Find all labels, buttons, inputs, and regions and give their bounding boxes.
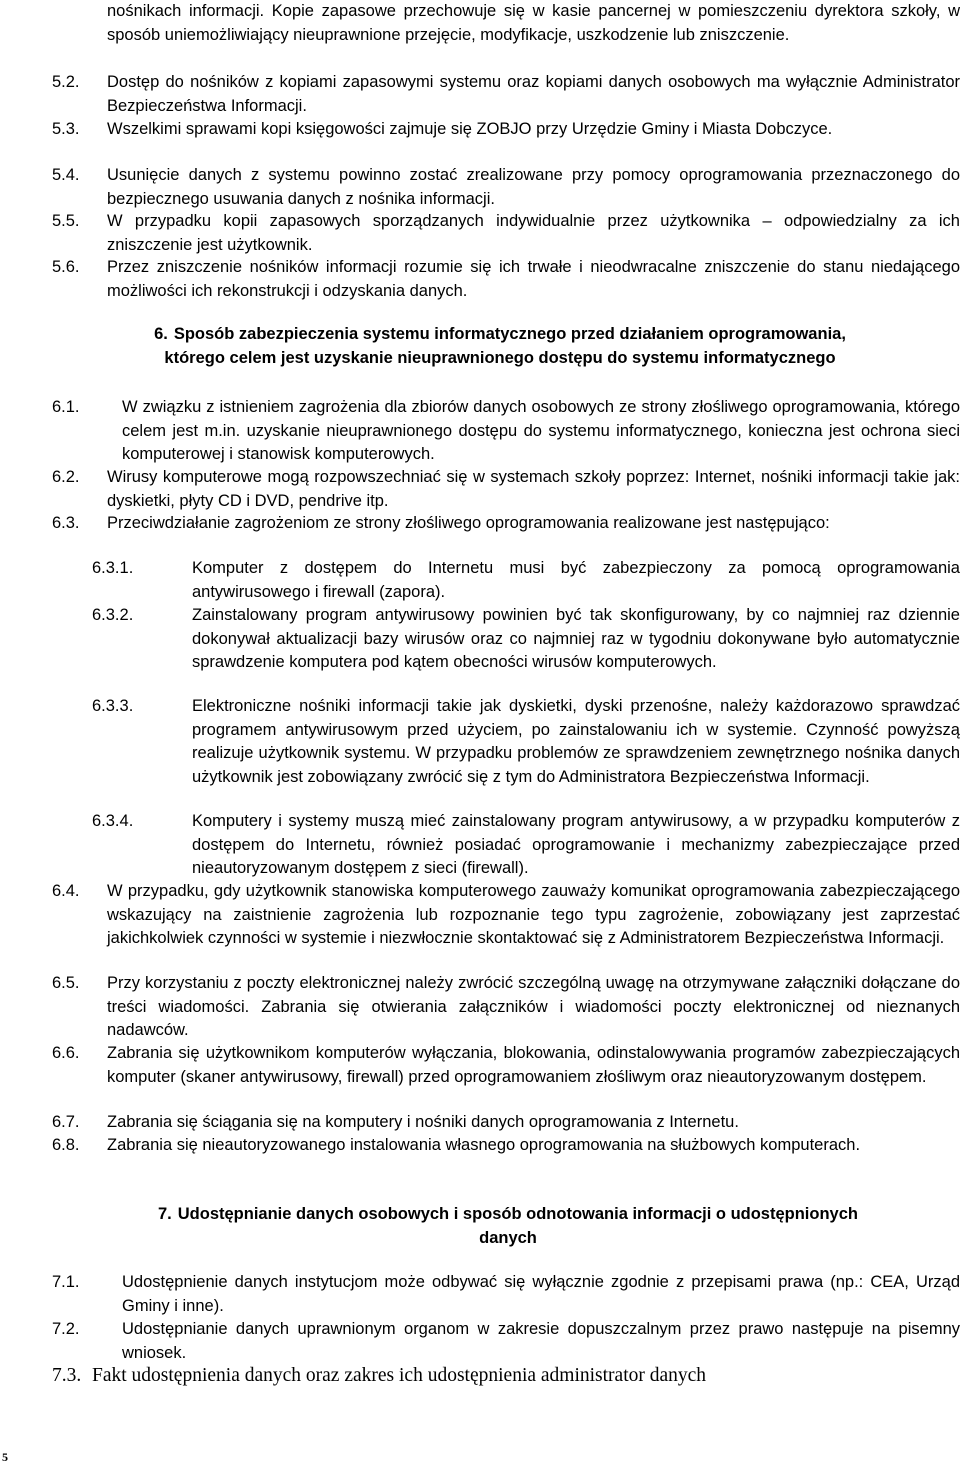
paragraph-text: Zabrania się ściągania się na komputery i nośniki danych oprogramowania z Internetu. — [107, 1113, 739, 1131]
paragraph-number: 6.3.3. — [92, 697, 134, 715]
paragraph-number: 6.8. — [52, 1136, 80, 1154]
paragraph-text: Zabrania się użytkownikom komputerów wyłączania, blokowania, odinstalowywania programów zabezpieczających komputer (skaner antywirusowy, firewall) przed oprogramowaniem złośliwym oraz nieautoryzowanym dostępem. — [107, 1044, 960, 1086]
paragraph-number: 5.5. — [52, 212, 80, 230]
paragraph-number: 5.3. — [52, 120, 80, 138]
paragraph-text: Usunięcie danych z systemu powinno zostać zrealizowane przy pomocy oprogramowania przeznaczonego do bezpiecznego usuwania danych z nośnika informacji. — [107, 166, 960, 208]
paragraph-number: 7.2. — [52, 1320, 80, 1338]
paragraph-number: 6.2. — [52, 468, 80, 486]
paragraph-number: 6.3.2. — [92, 606, 134, 624]
paragraph-text: W przypadku, gdy użytkownik stanowiska komputerowego zauważy komunikat oprogramowania zabezpieczającego wskazujący na zaistnienie zagrożenia lub rozpoznanie tego typu zagrożenie, zobowiązany jest zaprzestać jakichkolwiek czynności w systemie i niezwłocznie skontaktować się z Administratorem Bezpieczeństwa Informacji. — [107, 882, 960, 947]
page-number: 5 — [2, 1450, 8, 1464]
paragraph-number: 6.3. — [52, 514, 80, 532]
paragraph-number: 5.2. — [52, 73, 80, 91]
paragraph-text: Fakt udostępnienia danych oraz zakres ich udostępnienia administrator danych — [92, 1365, 707, 1386]
heading-line-1: Sposób zabezpieczenia systemu informatycznego przed działaniem oprogramowania, — [173, 325, 846, 343]
paragraph-number: 6.6. — [52, 1044, 80, 1062]
paragraph-text: Zainstalowany program antywirusowy powinien być tak skonfigurowany, by co najmniej raz dziennie dokonywał aktualizacji bazy wirusów oraz co najmniej raz w tygodniu dokonywane było automatycznie sprawdzenie komputera pod kątem obecności wirusów komputerowych. — [192, 606, 960, 671]
paragraph-text: Przy korzystaniu z poczty elektronicznej należy zwrócić szczególną uwagę na otrzymywane załączniki dołączane do treści wiadomości. Zabrania się otwierania załączników i wiadomości poczty elektronicznej od nieznanych nadawców. — [107, 974, 960, 1039]
paragraph-number: 6.7. — [52, 1113, 80, 1131]
paragraph-number: 6.4. — [52, 882, 80, 900]
section-heading-6 — [60, 322, 940, 370]
paragraph-text: Przez zniszczenie nośników informacji rozumie się ich trwałe i nieodwracalne zniszczenie do stanu niedającego możliwości ich rekonstrukcji i odzyskania danych. — [107, 258, 960, 300]
paragraph-text: Udostępnienie danych instytucjom może odbywać się wyłącznie zgodnie z przepisami prawa (np.: CEA, Urząd Gminy i inne). — [122, 1273, 960, 1315]
heading-line-2: którego celem jest uzyskanie nieuprawnionego dostępu do systemu informatycznego — [164, 349, 836, 367]
paragraph-text: Wszelkimi sprawami kopi księgowości zajmuje się ZOBJO przy Urzędzie Gminy i Miasta Dobczyce. — [107, 120, 833, 138]
heading-number: 6. — [154, 325, 168, 343]
section-heading-7 — [72, 1202, 944, 1250]
paragraph-text: Zabrania się nieautoryzowanego instalowania własnego oprogramowania na służbowych komputerach. — [107, 1136, 861, 1154]
paragraph-text: nośnikach informacji. Kopie zapasowe przechowuje się w kasie pancernej w pomieszczeniu dyrektora szkoły, w sposób uniemożliwiający nieuprawnione przejęcie, modyfikacje, uszkodzenie lub zniszczenie. — [107, 2, 960, 44]
paragraph-text: W przypadku kopii zapasowych sporządzanych indywidualnie przez użytkownika – odpowiedzialny za ich zniszczenie jest użytkownik. — [107, 212, 960, 254]
paragraph-text: Przeciwdziałanie zagrożeniom ze strony złośliwego oprogramowania realizowane jest następująco: — [107, 514, 830, 532]
paragraph-number: 7.1. — [52, 1273, 80, 1291]
paragraph-text: W związku z istnieniem zagrożenia dla zbiorów danych osobowych ze strony złośliwego oprogramowania, którego celem jest m.in. uzyskanie nieuprawnionego dostępu do systemu informatycznego, konieczna jest ochrona sieci komputerowej i stanowisk komputerowych. — [122, 398, 960, 463]
heading-number: 7. — [158, 1205, 172, 1223]
paragraph-number: 6.3.1. — [92, 559, 134, 577]
paragraph-text: Elektroniczne nośniki informacji takie jak dyskietki, dyski przenośne, należy każdorazowo sprawdzać programem antywirusowym przed użyciem, po zainstalowaniu ich w systemie. Czynność powyższą realizuje użytkownik systemu. W przypadku problemów ze sprawdzeniem zewnętrznego nośnika danych użytkownik jest zobowiązany zwrócić się z tym do Administratora Bezpieczeństwa Informacji. — [192, 697, 960, 786]
heading-line-1: Udostępnianie danych osobowych i sposób odnotowania informacji o udostępnionych — [177, 1205, 858, 1223]
heading-line-2: danych — [479, 1229, 537, 1247]
paragraph-number: 6.1. — [52, 398, 80, 416]
paragraph-text: Dostęp do nośników z kopiami zapasowymi systemu oraz kopiami danych osobowych ma wyłącznie Administrator Bezpieczeństwa Informacji. — [107, 73, 960, 115]
paragraph-number: 5.4. — [52, 166, 80, 184]
paragraph-number: 5.6. — [52, 258, 80, 276]
paragraph-number: 6.5. — [52, 974, 80, 992]
paragraph-text: Komputer z dostępem do Internetu musi być zabezpieczony za pomocą oprogramowania antywirusowego i firewall (zapora). — [192, 559, 960, 601]
paragraph-number: 6.3.4. — [92, 812, 134, 830]
paragraph-text: Udostępnianie danych uprawnionym organom w zakresie dopuszczalnym przez prawo następuje na pisemny wniosek. — [122, 1320, 960, 1362]
paragraph-text: Komputery i systemy muszą mieć zainstalowany program antywirusowy, a w przypadku komputerów z dostępem do Internetu, również posiadać oprogramowanie i mechanizmy zabezpieczające przed nieautoryzowanym dostępem z sieci (firewall). — [192, 812, 960, 877]
paragraph-number: 7.3. — [52, 1365, 82, 1386]
paragraph-text: Wirusy komputerowe mogą rozpowszechniać się w systemach szkoły poprzez: Internet, nośniki informacji takie jak: dyskietki, płyty CD i DVD, pendrive itp. — [107, 468, 960, 510]
